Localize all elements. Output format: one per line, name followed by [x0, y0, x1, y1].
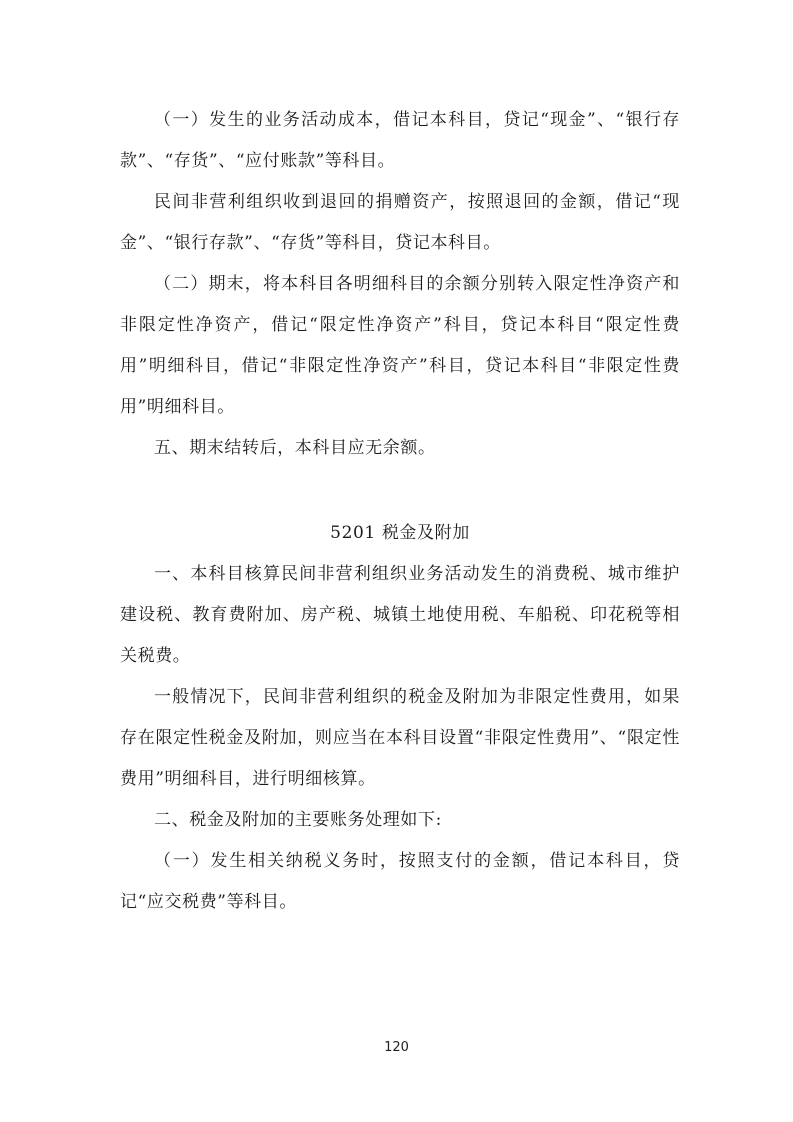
page-number: 120 [384, 1040, 409, 1055]
paragraph-main-accounting: 二、税金及附加的主要账务处理如下: [154, 810, 442, 830]
section-spacer [120, 469, 680, 513]
paragraph-scope: 一、本科目核算民间非营利组织业务活动发生的消费税、城市维护建设税、教育费附加、房产税、城镇土地使用税、车船税、印花税等相关税费。 [120, 564, 680, 666]
paragraph-tax-obligation: （一）发生相关纳税义务时，按照支付的金额，借记本科目，贷记“应交税费”等科目。 [120, 851, 680, 912]
paragraph-returned-donation: 民间非营利组织收到退回的捐赠资产，按照退回的金额，借记“现金”、“银行存款”、“存货”等科目，贷记本科目。 [120, 192, 680, 253]
section-title: 5201 税金及附加 [330, 523, 470, 543]
body-text [120, 100, 680, 923]
paragraph-general-case: 一般情况下，民间非营利组织的税金及附加为非限定性费用，如果存在限定性税金及附加，则应当在本科目设置“非限定性费用”、“限定性费用”明细科目，进行明细核算。 [120, 687, 680, 789]
paragraph-period-end-transfer: （二）期末，将本科目各明细科目的余额分别转入限定性净资产和非限定性净资产，借记“限定性净资产”科目，贷记本科目“限定性费用”明细科目，借记“非限定性净资产”科目，贷记本科目“非限定性费用”明细科目。 [120, 274, 680, 417]
paragraph-no-balance: 五、期末结转后，本科目应无余额。 [154, 438, 436, 458]
paragraph-cost-entry: （一）发生的业务活动成本，借记本科目，贷记“现金”、“银行存款”、“存货”、“应付账款”等科目。 [120, 110, 680, 171]
